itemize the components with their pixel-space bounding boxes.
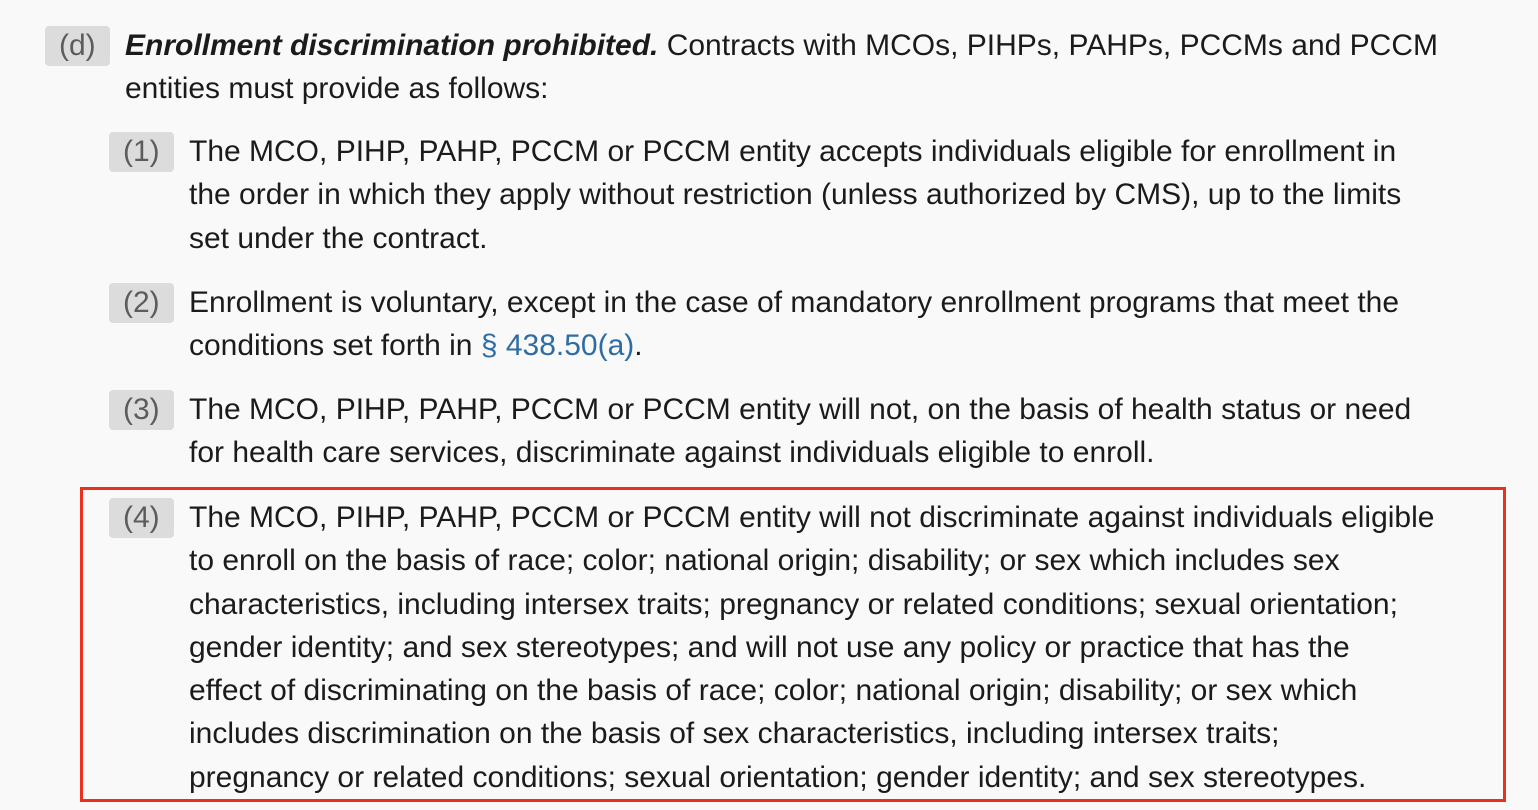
paragraph-1-line-3: set under the contract. (189, 221, 488, 255)
paragraph-1-line-1: The MCO, PIHP, PAHP, PCCM or PCCM entity accepts individuals eligible for enrollment in (189, 135, 1397, 168)
paragraph-1-line-2: the order in which they apply without restriction (unless authorized by CMS), up to the limits (189, 178, 1402, 212)
paragraph-d-line-1 (125, 24, 1438, 67)
paragraph-heading: Enrollment discrimination prohibited. (125, 29, 659, 62)
paragraph-4-line-4: gender identity; and sex stereotypes; and will not use any policy or practice that has the (189, 630, 1350, 664)
paragraph-4-line-2: to enroll on the basis of race; color; national origin; disability; or sex which includes sex (189, 544, 1340, 578)
paragraph-2-line-2-end: . (634, 329, 643, 363)
paragraph-3-text (189, 388, 1411, 475)
cross-reference-link[interactable]: § 438.50(a) (480, 329, 635, 363)
paragraph-d-line-1-text: Contracts with MCOs, PIHPs, PAHPs, PCCMs and PCCM (658, 29, 1438, 62)
paragraph-4-line-6: includes discrimination on the basis of sex characteristics, including intersex traits; (189, 717, 1280, 751)
paragraph-4-text (189, 496, 1434, 799)
paragraph-2-line-2 (189, 324, 1399, 367)
paragraph-4-line-3: characteristics, including intersex traits; pregnancy or related conditions; sexual orientation; (189, 587, 1398, 621)
paragraph-2-line-1: Enrollment is voluntary, except in the case of mandatory enrollment programs that meet the (189, 286, 1400, 319)
paragraph-2-text (189, 281, 1399, 368)
paragraph-3-line-2: for health care services, discriminate against individuals eligible to enroll. (189, 436, 1155, 470)
paragraph-2-line-2-text: conditions set forth in (189, 329, 481, 363)
paragraph-marker-2: (2) (109, 283, 174, 323)
paragraph-d-line-2: entities must provide as follows: (125, 72, 549, 106)
paragraph-4-line-7: pregnancy or related conditions; sexual orientation; gender identity; and sex stereotypes. (189, 760, 1367, 794)
paragraph-marker-4: (4) (109, 498, 174, 538)
paragraph-marker-d: (d) (45, 26, 110, 66)
paragraph-1-text (189, 130, 1401, 260)
paragraph-d-text (125, 24, 1438, 111)
paragraph-marker-1: (1) (109, 132, 174, 172)
paragraph-4-line-5: effect of discriminating on the basis of race; color; national origin; disability; or sex which (189, 674, 1358, 708)
paragraph-marker-3: (3) (109, 390, 174, 430)
paragraph-3-line-1: The MCO, PIHP, PAHP, PCCM or PCCM entity will not, on the basis of health status or need (189, 393, 1412, 426)
paragraph-4-line-1: The MCO, PIHP, PAHP, PCCM or PCCM entity will not discriminate against individuals eligible (189, 501, 1435, 534)
